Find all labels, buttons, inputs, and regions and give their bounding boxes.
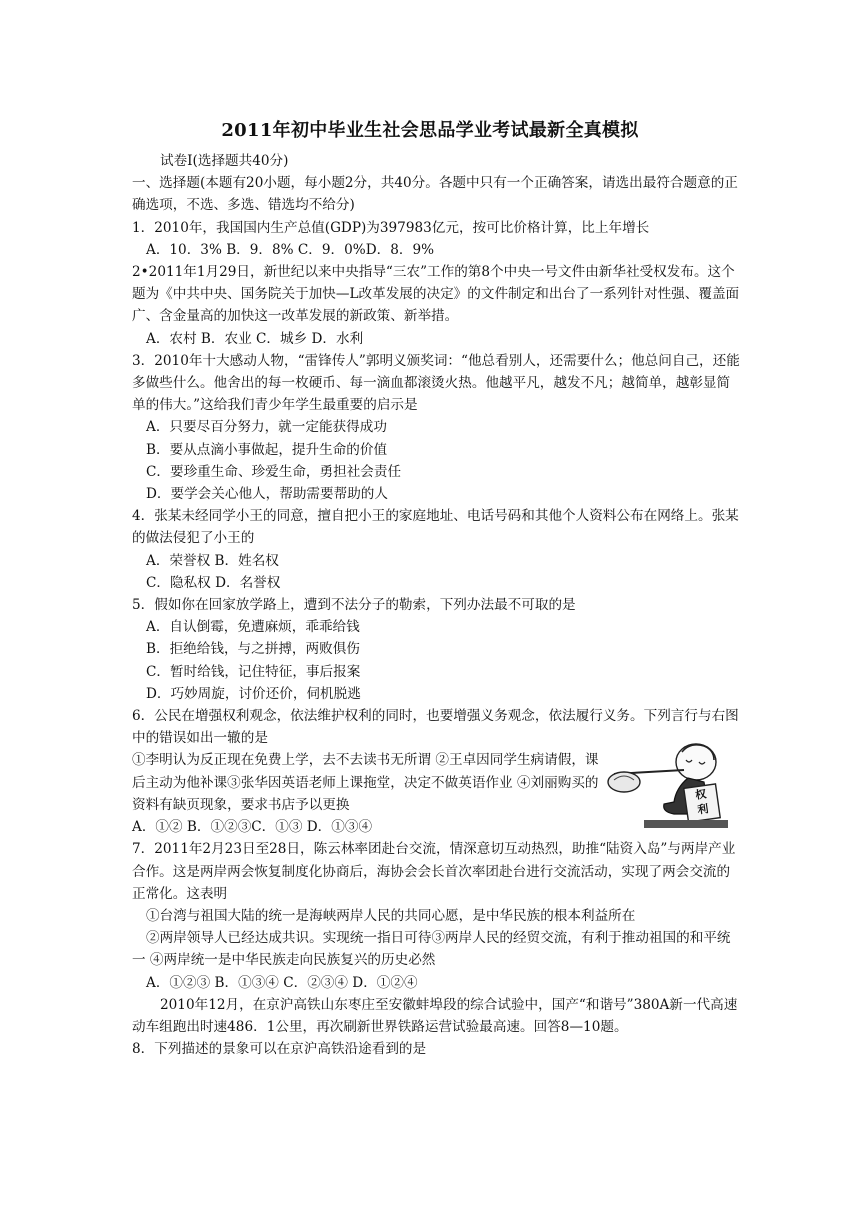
question-6-options: A．①② B．①②③C．①③ D．①③④ [132, 819, 373, 836]
question-3-option-c: C．要珍重生命、珍爱生命，勇担社会责任 [146, 463, 402, 480]
question-3-option-a: A．只要尽百分努力，就一定能获得成功 [146, 419, 387, 436]
exam-body [132, 150, 742, 1060]
section-instructions: 一、选择题(本题有20小题，每小题2分，共40分。各题中只有一个正确答案，请选出最符合题意的正确选项，不选、多选、错选均不给分) [132, 175, 738, 214]
question-6-stem: 6．公民在增强权利观念，依法维护权利的同时，也要增强义务观念，依法履行义务。下列言行与右图中的错误如出一辙的是 [132, 708, 739, 747]
question-3-stem: 3．2010年十大感动人物，“雷锋传人”郭明义颁奖词：“他总看别人，还需要什么；他总问自己，还能多做些什么。他舍出的每一枚硬币、每一滴血都滚烫火热。他越平凡，越发不凡；越简单，越彰显简单的伟大。”这给我们青少年学生最重要的启示是 [132, 352, 740, 414]
paper-header: 试卷Ⅰ(选择题共40分) [160, 153, 289, 169]
question-3-option-b: B．要从点滴小事做起，提升生命的价值 [146, 441, 388, 458]
question-4-options-row-2: C．隐私权 D．名誉权 [146, 574, 281, 591]
bundle-left [608, 772, 640, 792]
rights-box-label-1: 权 [694, 787, 708, 802]
exam-title: 2011年初中毕业生社会思品学业考试最新全真模拟 [221, 120, 639, 141]
question-7-statement-2: ②两岸领导人已经达成共识。实现统一指日可待③两岸人民的经贸交流，有利于推动祖国的和平统一 ④两岸统一是中华民族走向民族复兴的历史必然 [132, 930, 731, 969]
question-7-stem: 7．2011年2月23日至28日，陈云林率团赴台交流，情深意切互动热烈，助推“陆资入岛”与两岸产业合作。这是两岸两会恢复制度化协商后，海协会会长首次率团赴台进行交流活动，实现了两会交流的正常化。这表明 [132, 841, 736, 902]
question-7-options: A．①②③ B．①③④ C．②③④ D．①②④ [146, 974, 418, 991]
question-2-stem: 2•2011年1月29日，新世纪以来中央指导“三农”工作的第8个中央一号文件由新华社受权发布。这个题为《中共中央、国务院关于加快—L改革发展的决定》的文件制定和出台了一系列针对性强、覆盖面广、含金量高的加快这一改革发展的新政策、新举措。 [132, 264, 740, 325]
question-1-stem: 1．2010年，我国国内生产总值(GDP)为397983亿元，按可比价格计算，比上年增长 [132, 219, 650, 236]
question-6-statements: ①李明认为反正现在免费上学，去不去读书无所谓 ②王卓因同学生病请假，课后主动为他补课③张华因英语老师上课拖堂，决定不做英语作业 ④刘丽购买的资料有缺页现象，要求书店予以更换 [132, 752, 599, 813]
question-7-statement-1: ①台湾与祖国大陆的统一是海峡两岸人民的共同心愿，是中华民族的根本利益所在 [146, 907, 636, 924]
question-4-options-row-1: A．荣誉权 B．姓名权 [146, 552, 279, 569]
question-5-option-c: C．暂时给钱，记住特征，事后报案 [146, 663, 361, 680]
question-5-option-b: B．拒绝给钱，与之拼搏，两败俱伤 [146, 641, 360, 658]
question-5-option-d: D．巧妙周旋，讨价还价，伺机脱逃 [146, 685, 361, 702]
question-2-options: A．农村 B．农业 C．城乡 D．水利 [146, 330, 364, 347]
question-1-options: A．10．3% B．9．8% C．9．0%D．8．9% [146, 241, 435, 258]
question-5-stem: 5．假如你在回家放学路上，遭到不法分子的勒索，下列办法最不可取的是 [132, 597, 576, 614]
question-4-stem: 4．张某未经同学小王的同意，擅自把小王的家庭地址、电话号码和其他个人资料公布在网络上。张某的做法侵犯了小王的 [132, 508, 739, 547]
question-5-option-a: A．自认倒霉，免遭麻烦，乖乖给钱 [146, 619, 360, 636]
question-8-stem: 8．下列描述的景象可以在京沪高铁沿途看到的是 [132, 1041, 427, 1058]
cartoon-ground [644, 820, 728, 828]
reading-material: 2010年12月，在京沪高铁山东枣庄至安徽蚌埠段的综合试验中，国产“和谐号”380A新一代高速动车组跑出时速486．1公里，再次刷新世界铁路运营试验最高速。回答8—10题。 [132, 996, 738, 1035]
rights-box-label-2: 利 [696, 802, 710, 817]
rights-cartoon-figure [604, 740, 732, 832]
question-3-option-d: D．要学会关心他人，帮助需要帮助的人 [146, 486, 388, 503]
